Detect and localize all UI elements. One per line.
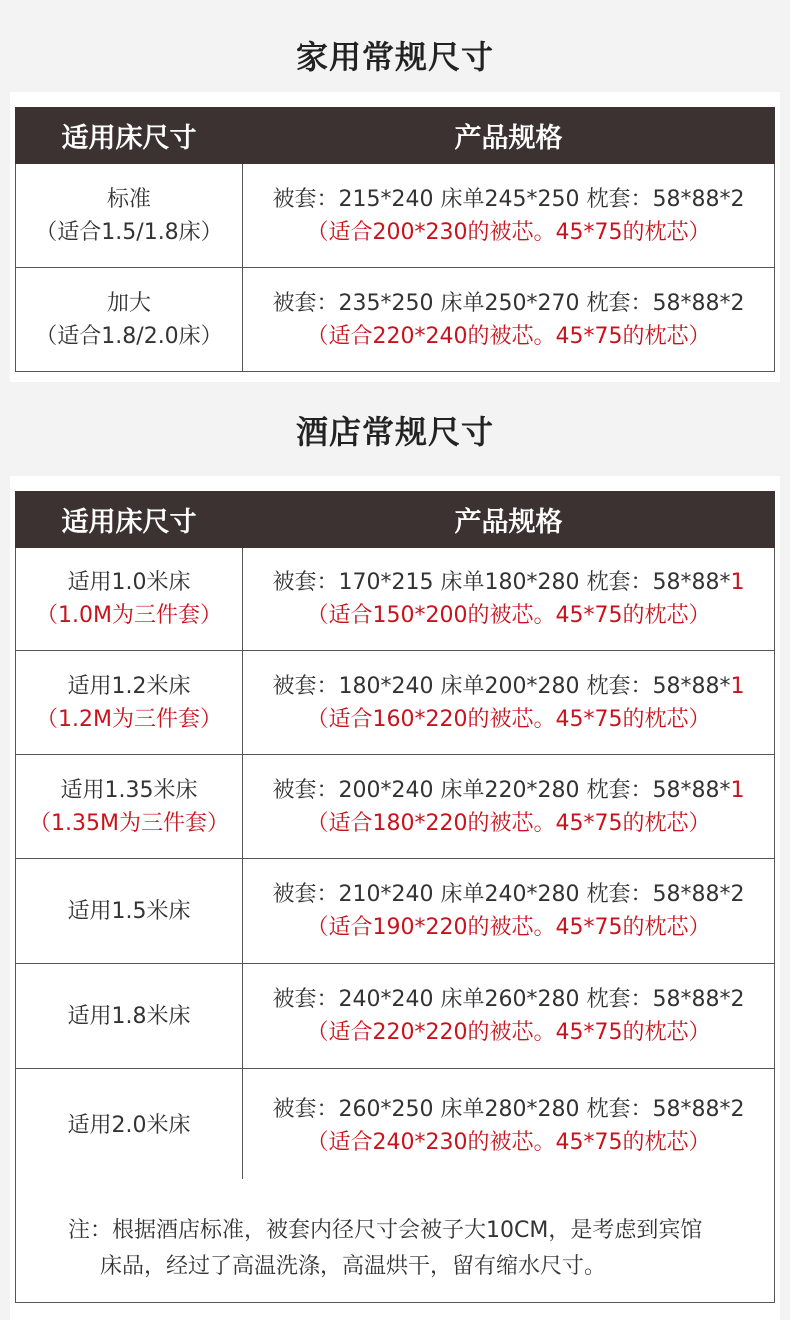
spec-note: （适合200*230的被芯。45*75的枕芯） [306, 219, 711, 245]
home-size-table [15, 107, 775, 372]
spec-note: （适合160*220的被芯。45*75的枕芯） [306, 706, 711, 732]
bed-size-cell [16, 268, 243, 372]
spec-note: （适合220*220的被芯。45*75的枕芯） [306, 1020, 711, 1045]
table-row [16, 268, 775, 372]
spec-note: （适合240*230的被芯。45*75的枕芯） [306, 1129, 711, 1155]
table-header-row [16, 108, 775, 164]
spec-cell [243, 859, 775, 964]
home-section-title: 家用常规尺寸 [295, 38, 494, 76]
bed-size-note: （1.35M为三件套） [29, 810, 229, 836]
column-header-product-spec: 产品规格 [243, 492, 775, 548]
spec-cell [243, 268, 775, 372]
bed-size-note: （适合1.8/2.0床） [35, 323, 223, 349]
bed-size-label: 适用1.0米床 [67, 570, 191, 595]
bed-size-label: 适用2.0米床 [67, 1113, 191, 1138]
bed-size-cell [16, 755, 243, 859]
spec-text: 被套：215*240 床单245*250 枕套：58*88*2 [272, 186, 745, 212]
spec-cell [243, 964, 775, 1069]
spec-note: （适合220*240的被芯。45*75的枕芯） [306, 323, 711, 349]
hotel-note [68, 1213, 768, 1285]
bed-size-label: 适用1.2米床 [67, 673, 191, 699]
table-row [16, 164, 775, 268]
table-row [16, 964, 775, 1069]
table-row [16, 548, 775, 651]
hotel-section-title: 酒店常规尺寸 [295, 413, 494, 451]
bed-size-label: 适用1.5米床 [67, 898, 191, 924]
spec-text: 被套：180*240 床单200*280 枕套：58*88*1 [272, 673, 745, 699]
spec-cell [243, 548, 775, 651]
table-row [16, 651, 775, 755]
table-header-row [16, 492, 775, 548]
bed-size-note: （适合1.5/1.8床） [35, 219, 223, 245]
spec-text: 被套：260*250 床单280*280 枕套：58*88*2 [272, 1096, 745, 1122]
hotel-note-line-2: 床品，经过了高温洗涤，高温烘干，留有缩水尺寸。 [100, 1254, 607, 1279]
spec-cell [243, 1069, 775, 1183]
spec-text: 被套：200*240 床单220*280 枕套：58*88*1 [272, 777, 745, 803]
spec-cell [243, 651, 775, 755]
spec-text: 被套：240*240 床单260*280 枕套：58*88*2 [272, 987, 745, 1012]
spec-note: （适合150*200的被芯。45*75的枕芯） [306, 603, 711, 628]
pillowcase-quantity: 1 [730, 570, 745, 595]
pillowcase-quantity: 1 [730, 777, 745, 803]
bed-size-label: 适用1.35米床 [60, 777, 198, 803]
table-row [16, 859, 775, 964]
bed-size-note: （1.2M为三件套） [36, 706, 222, 732]
pillowcase-quantity: 1 [730, 673, 745, 699]
column-header-bed-size: 适用床尺寸 [16, 108, 243, 164]
bed-size-label: 标准 [106, 186, 151, 212]
column-header-bed-size: 适用床尺寸 [16, 492, 243, 548]
column-header-product-spec: 产品规格 [243, 108, 775, 164]
spec-cell [243, 755, 775, 859]
spec-note: （适合190*220的被芯。45*75的枕芯） [306, 915, 711, 940]
bed-size-cell [16, 548, 243, 651]
hotel-size-table [15, 491, 775, 1183]
bed-size-cell [16, 1069, 243, 1183]
bed-size-cell [16, 164, 243, 268]
bed-size-cell [16, 859, 243, 964]
bed-size-label: 适用1.8米床 [67, 1003, 191, 1029]
bed-size-label: 加大 [106, 290, 151, 316]
bed-size-cell [16, 964, 243, 1069]
bed-size-cell [16, 651, 243, 755]
spec-text: 被套：210*240 床单240*280 枕套：58*88*2 [272, 882, 745, 907]
bed-size-note: （1.0M为三件套） [36, 603, 222, 628]
hotel-note-line-1: 注：根据酒店标准，被套内径尺寸会被子大10CM，是考虑到宾馆 [68, 1218, 703, 1243]
hotel-note-box [15, 1179, 775, 1303]
spec-note: （适合180*220的被芯。45*75的枕芯） [306, 810, 711, 836]
table-row [16, 1069, 775, 1183]
spec-text: 被套：235*250 床单250*270 枕套：58*88*2 [272, 290, 745, 316]
spec-cell [243, 164, 775, 268]
table-row [16, 755, 775, 859]
spec-text: 被套：170*215 床单180*280 枕套：58*88*1 [272, 570, 745, 595]
